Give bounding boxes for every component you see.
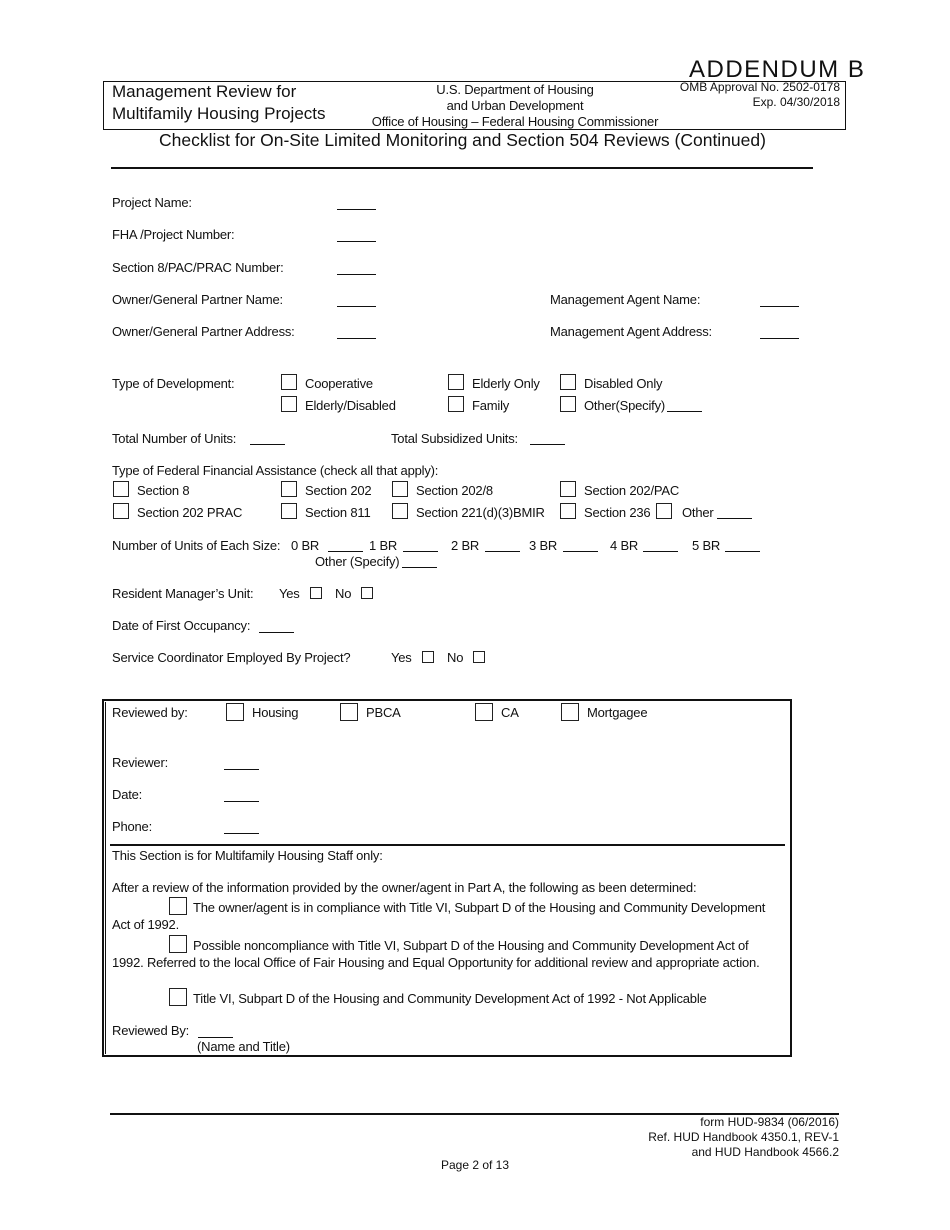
development-type-label: Type of Development:	[112, 376, 235, 391]
reviewer-field[interactable]	[224, 769, 259, 770]
size-other-field[interactable]	[402, 567, 437, 568]
other-development-label: Other(Specify)	[584, 398, 666, 413]
pbca-label: PBCA	[366, 705, 401, 720]
title-divider	[111, 167, 813, 169]
ca-label: CA	[501, 705, 519, 720]
other-assistance-checkbox[interactable]	[656, 503, 672, 519]
section-202-prac-checkbox[interactable]	[113, 503, 129, 519]
elderly-only-checkbox[interactable]	[448, 374, 464, 390]
resident-manager-no-checkbox[interactable]	[361, 587, 373, 599]
size-other-label: Other (Specify)	[315, 554, 400, 569]
compliance-text-line1: The owner/agent is in compliance with Title VI, Subpart D of the Housing and Community Development	[193, 900, 766, 915]
size-2br-label: 2 BR	[451, 538, 480, 553]
cooperative-checkbox[interactable]	[281, 374, 297, 390]
total-units-field[interactable]	[250, 444, 285, 445]
agent-address-label: Management Agent Address:	[550, 324, 712, 339]
omb-approval: OMB Approval No. 2502-0178	[679, 80, 840, 94]
elderly-disabled-checkbox[interactable]	[281, 396, 297, 412]
dept-line3: Office of Housing – Federal Housing Commissioner	[371, 114, 659, 129]
agent-name-label: Management Agent Name:	[550, 292, 701, 307]
noncompliance-text-line2: 1992. Referred to the local Office of Fair Housing and Equal Opportunity for additional review and appropriate action.	[112, 955, 760, 970]
housing-checkbox[interactable]	[226, 703, 244, 721]
size-0br-field[interactable]	[328, 551, 363, 552]
owner-address-label: Owner/General Partner Address:	[112, 324, 295, 339]
size-0br-label: 0 BR	[291, 538, 320, 553]
size-3br-label: 3 BR	[529, 538, 558, 553]
fha-number-label: FHA /Project Number:	[112, 227, 235, 242]
family-label: Family	[472, 398, 510, 413]
section-202-pac-checkbox[interactable]	[560, 481, 576, 497]
section8-number-field[interactable]	[337, 274, 376, 275]
section-811-checkbox[interactable]	[281, 503, 297, 519]
mortgagee-label: Mortgagee	[587, 705, 648, 720]
resident-manager-yes-checkbox[interactable]	[310, 587, 322, 599]
section-202-8-label: Section 202/8	[416, 483, 493, 498]
resident-manager-label: Resident Manager’s Unit:	[112, 586, 254, 601]
owner-name-label: Owner/General Partner Name:	[112, 292, 283, 307]
subsidized-units-label: Total Subsidized Units:	[391, 431, 518, 446]
review-phone-label: Phone:	[112, 819, 153, 834]
compliance-checkbox[interactable]	[169, 897, 187, 915]
disabled-only-checkbox[interactable]	[560, 374, 576, 390]
section-202-prac-label: Section 202 PRAC	[137, 505, 243, 520]
section-8-checkbox[interactable]	[113, 481, 129, 497]
other-development-checkbox[interactable]	[560, 396, 576, 412]
size-1br-label: 1 BR	[369, 538, 398, 553]
page-number: Page 2 of 13	[440, 1158, 510, 1172]
noncompliance-text-line1: Possible noncompliance with Title VI, Subpart D of the Housing and Community Development Act of	[193, 938, 749, 953]
name-and-title-caption: (Name and Title)	[197, 1039, 290, 1054]
section-202-8-checkbox[interactable]	[392, 481, 408, 497]
resident-manager-yes-label: Yes	[279, 586, 300, 601]
owner-name-field[interactable]	[337, 306, 376, 307]
fha-number-field[interactable]	[337, 241, 376, 242]
family-checkbox[interactable]	[448, 396, 464, 412]
form-number: form HUD-9834 (06/2016)	[700, 1115, 839, 1129]
handbook-ref-2: and HUD Handbook 4566.2	[691, 1145, 839, 1159]
elderly-only-label: Elderly Only	[472, 376, 540, 391]
service-coordinator-yes-label: Yes	[391, 650, 412, 665]
reviewed-by-signature-field[interactable]	[198, 1037, 233, 1038]
review-date-label: Date:	[112, 787, 143, 802]
other-development-field[interactable]	[667, 411, 702, 412]
addendum-title: ADDENDUM B	[689, 56, 866, 83]
disabled-only-label: Disabled Only	[584, 376, 663, 391]
service-coordinator-yes-checkbox[interactable]	[422, 651, 434, 663]
handbook-ref-1: Ref. HUD Handbook 4350.1, REV-1	[648, 1130, 839, 1144]
size-4br-field[interactable]	[643, 551, 678, 552]
project-name-label: Project Name:	[112, 195, 192, 210]
determination-intro: After a review of the information provided by the owner/agent in Part A, the following as been determined:	[112, 880, 697, 895]
staff-only-heading: This Section is for Multifamily Housing Staff only:	[112, 848, 383, 863]
section8-number-label: Section 8/PAC/PRAC Number:	[112, 260, 284, 275]
size-4br-label: 4 BR	[610, 538, 639, 553]
section-236-checkbox[interactable]	[560, 503, 576, 519]
project-name-field[interactable]	[337, 209, 376, 210]
ca-checkbox[interactable]	[475, 703, 493, 721]
staff-section-divider	[110, 844, 785, 846]
not-applicable-text: Title VI, Subpart D of the Housing and Community Development Act of 1992 - Not Applicable	[193, 991, 707, 1006]
owner-address-field[interactable]	[337, 338, 376, 339]
assistance-label: Type of Federal Financial Assistance (check all that apply):	[112, 463, 439, 478]
section-8-label: Section 8	[137, 483, 190, 498]
size-2br-field[interactable]	[485, 551, 520, 552]
reviewer-label: Reviewer:	[112, 755, 168, 770]
section-221-checkbox[interactable]	[392, 503, 408, 519]
subsidized-units-field[interactable]	[530, 444, 565, 445]
unit-sizes-label: Number of Units of Each Size:	[112, 538, 281, 553]
elderly-disabled-label: Elderly/Disabled	[305, 398, 396, 413]
section-221-label: Section 221(d)(3)BMIR	[416, 505, 545, 520]
service-coordinator-no-label: No	[447, 650, 464, 665]
checklist-title: Checklist for On-Site Limited Monitoring and Section 504 Reviews (Continued)	[159, 130, 766, 150]
reviewed-by-label: Reviewed by:	[112, 705, 188, 720]
review-date-field[interactable]	[224, 801, 259, 802]
size-5br-label: 5 BR	[692, 538, 721, 553]
pbca-checkbox[interactable]	[340, 703, 358, 721]
service-coordinator-label: Service Coordinator Employed By Project?	[112, 650, 351, 665]
cooperative-label: Cooperative	[305, 376, 373, 391]
service-coordinator-no-checkbox[interactable]	[473, 651, 485, 663]
section-811-label: Section 811	[305, 505, 371, 520]
total-units-label: Total Number of Units:	[112, 431, 237, 446]
form-title-line2: Multifamily Housing Projects	[112, 104, 326, 123]
mortgagee-checkbox[interactable]	[561, 703, 579, 721]
size-3br-field[interactable]	[563, 551, 598, 552]
omb-expiration: Exp. 04/30/2018	[752, 95, 840, 109]
form-title-line1: Management Review for	[112, 82, 297, 101]
review-phone-field[interactable]	[224, 833, 259, 834]
agent-name-field[interactable]	[760, 306, 799, 307]
size-5br-field[interactable]	[725, 551, 760, 552]
resident-manager-no-label: No	[335, 586, 352, 601]
reviewed-by-signature-label: Reviewed By:	[112, 1023, 190, 1038]
dept-line1: U.S. Department of Housing	[436, 82, 594, 97]
other-assistance-label: Other	[682, 505, 714, 520]
agent-address-field[interactable]	[760, 338, 799, 339]
first-occupancy-field[interactable]	[259, 632, 294, 633]
not-applicable-checkbox[interactable]	[169, 988, 187, 1006]
dept-line2: and Urban Development	[446, 98, 584, 113]
section-202-checkbox[interactable]	[281, 481, 297, 497]
size-1br-field[interactable]	[403, 551, 438, 552]
section-202-label: Section 202	[305, 483, 372, 498]
other-assistance-field[interactable]	[717, 518, 752, 519]
first-occupancy-label: Date of First Occupancy:	[112, 618, 251, 633]
section-202-pac-label: Section 202/PAC	[584, 483, 680, 498]
housing-label: Housing	[252, 705, 299, 720]
noncompliance-checkbox[interactable]	[169, 935, 187, 953]
section-236-label: Section 236	[584, 505, 651, 520]
review-box-inner-border	[105, 702, 106, 1054]
compliance-text-line2: Act of 1992.	[112, 917, 179, 932]
